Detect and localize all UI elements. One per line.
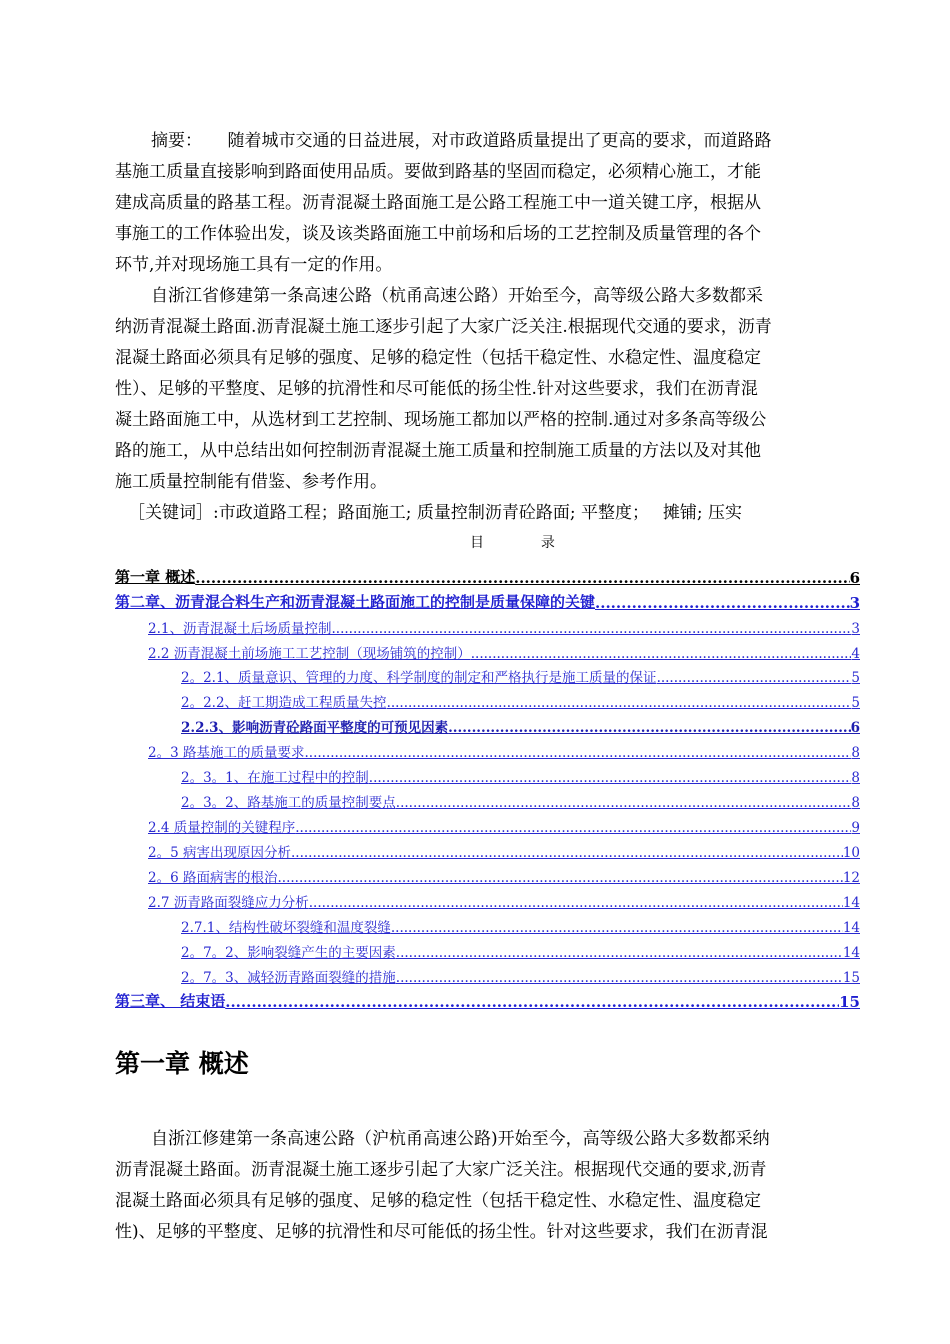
toc-leader-dots [195, 569, 849, 587]
abstract-line: 环节,并对现场施工具有一定的作用。 [115, 255, 393, 275]
toc-entry-page: 6 [850, 720, 860, 736]
toc-entry-title: 第二章、沥青混合料生产和沥青混凝土路面施工的控制是质量保障的关键 [115, 593, 596, 611]
toc-leader-dots [396, 945, 843, 961]
toc-entry-title: 2.7.1、结构性破坏裂缝和温度裂缝 [181, 920, 391, 936]
toc-leader-dots [295, 820, 851, 836]
intro-line: 混凝土路面必须具有足够的强度、足够的稳定性（包括干稳定性、水稳定性、温度稳定 [115, 348, 761, 368]
toc-entry[interactable] [181, 716, 860, 736]
toc-entry-title: 第三章、 结束语 [115, 992, 226, 1010]
toc-entry[interactable] [148, 741, 860, 761]
toc-leader-dots [396, 970, 843, 986]
toc-entry[interactable] [148, 617, 860, 637]
toc-entry-page: 14 [842, 895, 860, 911]
intro-line: 自浙江省修建第一条高速公路（杭甬高速公路）开始至今，高等级公路大多数都采 [151, 286, 763, 306]
toc-leader-dots [369, 770, 852, 786]
intro-line: 施工质量控制能有借鉴、参考作用。 [115, 472, 387, 492]
toc-entry-page: 8 [851, 770, 860, 786]
chapter-heading: 第一章 概述 [115, 1049, 249, 1078]
chapter1-line: 沥青混凝土路面。沥青混凝土施工逐步引起了大家广泛关注。根据现代交通的要求,沥青 [115, 1160, 767, 1180]
toc-entry-title: 2.4 质量控制的关键程序 [148, 820, 296, 836]
toc-entry-title: 2.1、沥青混凝土后场质量控制 [148, 621, 332, 637]
toc-entry-title: 2。3。2、路基施工的质量控制要点 [181, 795, 396, 811]
toc-entry-title: 2。5 病害出现原因分析 [148, 845, 291, 861]
toc-entry-title: 第一章 概述 [115, 568, 196, 586]
toc-entry-page: 6 [849, 569, 860, 587]
toc-entry-title: 2。7。2、影响裂缝产生的主要因素 [181, 945, 396, 961]
toc-entry-page: 10 [842, 845, 860, 861]
chapter1-line: 性)、足够的平整度、足够的抗滑性和尽可能低的扬尘性。针对这些要求，我们在沥青混 [115, 1222, 768, 1242]
toc-entry-chapter-1[interactable] [115, 566, 860, 587]
toc-leader-dots [396, 795, 852, 811]
toc-leader-dots [304, 745, 851, 761]
intro-line: 纳沥青混凝土路面.沥青混凝土施工逐步引起了大家广泛关注.根据现代交通的要求，沥青 [115, 317, 772, 337]
intro-line: 路的施工，从中总结出如何控制沥青混凝土施工质量和控制施工质量的方法以及对其他 [115, 441, 761, 461]
intro-line: 凝土路面施工中，从选材到工艺控制、现场施工都加以严格的控制.通过对多条高等级公 [115, 410, 767, 430]
abstract-paragraph [115, 126, 860, 281]
toc-entry[interactable] [148, 891, 860, 911]
toc-title-char: 录 [540, 535, 555, 551]
toc-leader-dots [291, 845, 843, 861]
toc-entry-page: 4 [851, 646, 860, 662]
intro-paragraph [115, 281, 860, 498]
toc-entry-chapter-3[interactable] [115, 990, 860, 1011]
chapter1-line: 混凝土路面必须具有足够的强度、足够的稳定性（包括干稳定性、水稳定性、温度稳定 [115, 1191, 761, 1211]
toc-entry-title: 2。7。3、减轻沥青路面裂缝的措施 [181, 970, 396, 986]
toc-entry[interactable] [148, 642, 860, 662]
toc-entry[interactable] [181, 791, 860, 811]
keywords-line: ［关键词］:市政道路工程；路面施工; 质量控制沥青砼路面; 平整度； 摊铺; 压实 [128, 503, 743, 523]
toc-leader-dots [387, 695, 852, 711]
toc-entry-title: 2.2 沥青混凝土前场施工工艺控制（现场铺筑的控制） [148, 646, 471, 662]
abstract-line: 事施工的工作体验出发，谈及该类路面施工中前场和后场的工艺控制及质量管理的各个 [115, 224, 761, 244]
abstract-line: 基施工质量直接影响到路面使用品质。要做到路基的坚固而稳定，必须精心施工，才能 [115, 162, 761, 182]
toc-entry[interactable] [181, 691, 860, 711]
toc-entry-page: 5 [851, 695, 860, 711]
toc-entry-page: 8 [851, 745, 860, 761]
toc-entry-title: 2。6 路面病害的根治 [148, 870, 278, 886]
toc-entry-page: 9 [851, 820, 860, 836]
toc-leader-dots [309, 895, 843, 911]
toc-title [470, 532, 555, 552]
chapter1-paragraph [115, 1124, 860, 1248]
toc-entry[interactable] [181, 766, 860, 786]
toc-entry-title: 2。3。1、在施工过程中的控制 [181, 770, 369, 786]
toc-leader-dots [331, 621, 851, 637]
toc-entry-title: 2.2.3、影响沥青砼路面平整度的可预见因素 [181, 720, 449, 736]
toc-entry-title: 2。3 路基施工的质量要求 [148, 745, 305, 761]
toc-entry-page: 15 [842, 970, 860, 986]
toc-entry[interactable] [148, 866, 860, 886]
chapter1-line: 自浙江修建第一条高速公路（沪杭甬高速公路)开始至今，高等级公路大多数都采纳 [151, 1129, 770, 1149]
toc-entry-page: 14 [842, 920, 860, 936]
toc-entry-page: 12 [842, 870, 860, 886]
toc-leader-dots [595, 594, 850, 612]
toc-entry-page: 3 [851, 621, 860, 637]
toc-leader-dots [471, 646, 852, 662]
toc-entry[interactable] [181, 916, 860, 936]
toc-leader-dots [277, 870, 842, 886]
toc-entry-page: 8 [851, 795, 860, 811]
toc-entry-title: 2.7 沥青路面裂缝应力分析 [148, 895, 309, 911]
toc-leader-dots [391, 920, 843, 936]
toc-leader-dots [657, 670, 852, 686]
toc-entry-page: 14 [842, 945, 860, 961]
toc-entry[interactable] [181, 966, 860, 986]
toc-entry-page: 15 [839, 993, 860, 1011]
toc-entry[interactable] [181, 941, 860, 961]
toc-entry-title: 2。2.1、质量意识、管理的力度、科学制度的制定和严格执行是施工质量的保证 [181, 670, 657, 686]
toc-entry-title: 2。2.2、赶工期造成工程质量失控 [181, 695, 387, 711]
intro-line: 性）、足够的平整度、足够的抗滑性和尽可能低的扬尘性.针对这些要求，我们在沥青混 [115, 379, 758, 399]
toc-entry[interactable] [148, 841, 860, 861]
toc-entry[interactable] [148, 816, 860, 836]
abstract-line: 摘要： 随着城市交通的日益进展，对市政道路质量提出了更高的要求，而道路路 [151, 131, 772, 151]
toc-leader-dots [448, 720, 851, 736]
toc-entry-page: 5 [851, 670, 860, 686]
toc-leader-dots [225, 993, 839, 1011]
toc-title-char: 目 [470, 535, 484, 551]
abstract-line: 建成高质量的路基工程。沥青混凝土路面施工是公路工程施工中一道关键工序，根据从 [115, 193, 761, 213]
toc-entry-page: 3 [849, 594, 860, 612]
toc-entry[interactable] [181, 666, 860, 686]
toc-entry-chapter-2[interactable] [115, 591, 860, 612]
